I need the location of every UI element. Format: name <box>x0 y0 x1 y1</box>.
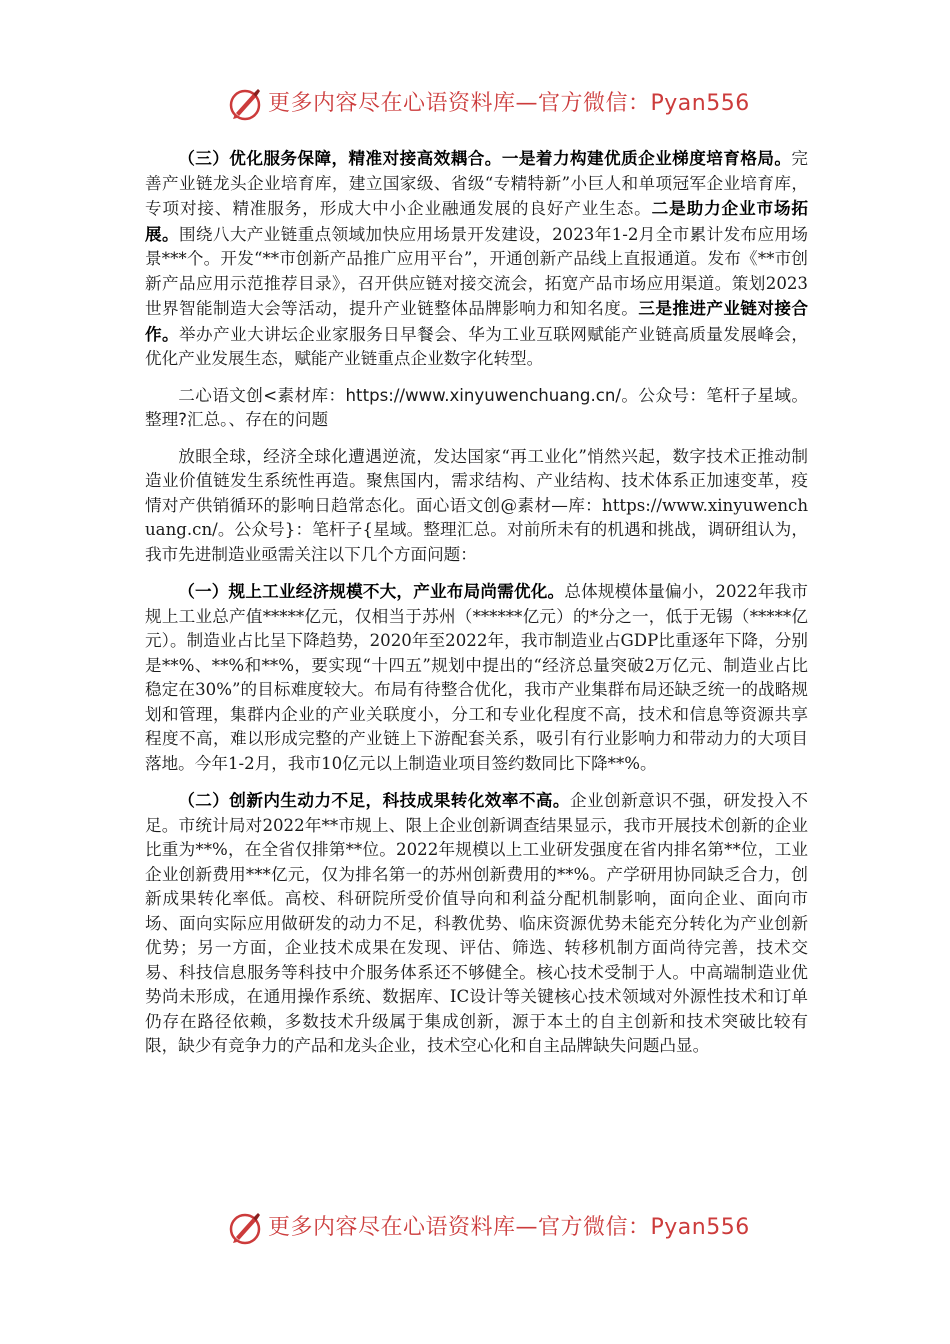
paragraph-global-context <box>145 445 808 568</box>
section-heading: （二）创新内生动力不足，科技成果转化效率不高。 <box>178 790 570 810</box>
paragraph-industrial-scale <box>145 579 808 776</box>
body-text: 围绕八大产业链重点领域加快应用场景开发建设，2023年1-2月全市累计发布应用场景***个。开发“**市创新产品推广应用平台”，开通创新产品线上直报通道。发布《**市创新产品应用示范推荐目录》，召开供应链对接交流会，拓宽产品市场应用渠道。策划2023世界智能制造大会等活动，提升产业链整体品牌影响力和知名度。 <box>145 224 809 318</box>
brush-pen-logo-icon <box>227 1210 263 1246</box>
footer-banner <box>0 1208 950 1248</box>
point-heading: 三是推进产业链对接合作。 <box>145 298 809 344</box>
body-text: 完善产业链龙头企业培育库，建立国家级、省级“专精特新”小巨人和单项冠军企业培育库，专项对接、精准服务，形成大中小企业融通发展的良好产业生态。 <box>145 149 809 218</box>
banner-text: 更多内容尽在心语资料库—官方微信：Pyan556 <box>268 1215 750 1240</box>
point-heading: 一是着力构建优质企业梯度培育格局。 <box>501 148 792 168</box>
body-text: 举办产业大讲坛企业家服务日早餐会、华为工业互联网赋能产业链高质量发展峰会，优化产业发展生态，赋能产业链重点企业数字化转型。 <box>145 324 809 368</box>
body-text: 二心语文创<素材库：https://www.xinyuwenchuang.cn/。公众号：笔杆子星域。整理?汇总。、存在的问题 <box>145 385 808 429</box>
document-body <box>145 146 808 1059</box>
body-text: 企业创新意识不强，研发投入不足。市统计局对2022年**市规上、限上企业创新调查结果显示，我市开展技术创新的企业比重为**%，在全省仅排第**位。2022年规模以上工业研发强度在省内排名第**位，工业企业创新费用***亿元，仅为排名第一的苏州创新费用的**%。产学研用协同缺乏合力，创新成果转化率低。高校、科研院所受价值导向和利益分配机制影响，面向企业、面向市场、面向实际应用做研发的动力不足，科教优势、临床资源优势未能充分转化为产业创新优势；另一方面，企业技术成果在发现、评估、筛选、转移机制方面尚待完善，技术交易、科技信息服务等科技中介服务体系还不够健全。核心技术受制于人。中高端制造业优势尚未形成，在通用操作系统、数据库、IC设计等关键核心技术领域对外源性技术和订单仍存在路径依赖，多数技术升级属于集成创新，源于本土的自主创新和技术突破比较有限，缺少有竞争力的产品和龙头企业，技术空心化和自主品牌缺失问题凸显。 <box>145 791 809 1055</box>
section-heading: （一）规上工业经济规模不大，产业布局尚需优化。 <box>178 581 565 601</box>
body-text: 放眼全球，经济全球化遭遇逆流，发达国家“再工业化”悄然兴起，数字技术正推动制造业价值链发生系统性再造。聚焦国内，需求结构、产业结构、技术体系正加速变革，疫情对产供销循环的影响日趋常态化。面心语文创@素材—库：https://www.xinyuwenchuang.cn/。公众号}：笔杆子{星域。整理汇总。对前所未有的机遇和挑战，调研组认为，我市先进制造业亟需关注以下几个方面问题： <box>145 446 808 564</box>
paragraph-section-two-title <box>145 384 808 433</box>
paragraph-innovation <box>145 788 808 1059</box>
section-heading: （三）优化服务保障，精准对接高效耦合。 <box>178 148 502 168</box>
point-heading: 二是助力企业市场拓展。 <box>145 198 809 244</box>
brush-pen-logo-icon <box>227 86 263 122</box>
header-banner <box>0 84 950 124</box>
banner-text: 更多内容尽在心语资料库—官方微信：Pyan556 <box>268 91 750 116</box>
paragraph-optimize-service <box>145 146 808 372</box>
body-text: 总体规模体量偏小，2022年我市规上工业总产值*****亿元，仅相当于苏州（******亿元）的*分之一，低于无锡（*****亿元）。制造业占比呈下降趋势，2020年至2022年，我市制造业占GDP比重逐年下降，分别是**%、**%和**%，要实现“十四五”规划中提出的“经济总量突破2万亿元、制造业占比稳定在30%”的目标难度较大。布局有待整合优化，我市产业集群布局还缺乏统一的战略规划和管理，集群内企业的产业关联度小，分工和专业化程度不高，技术和信息等资源共享程度不高，难以形成完整的产业链上下游配套关系，吸引有行业影响力和带动力的大项目落地。今年1-2月，我市10亿元以上制造业项目签约数同比下降**%。 <box>145 582 808 773</box>
